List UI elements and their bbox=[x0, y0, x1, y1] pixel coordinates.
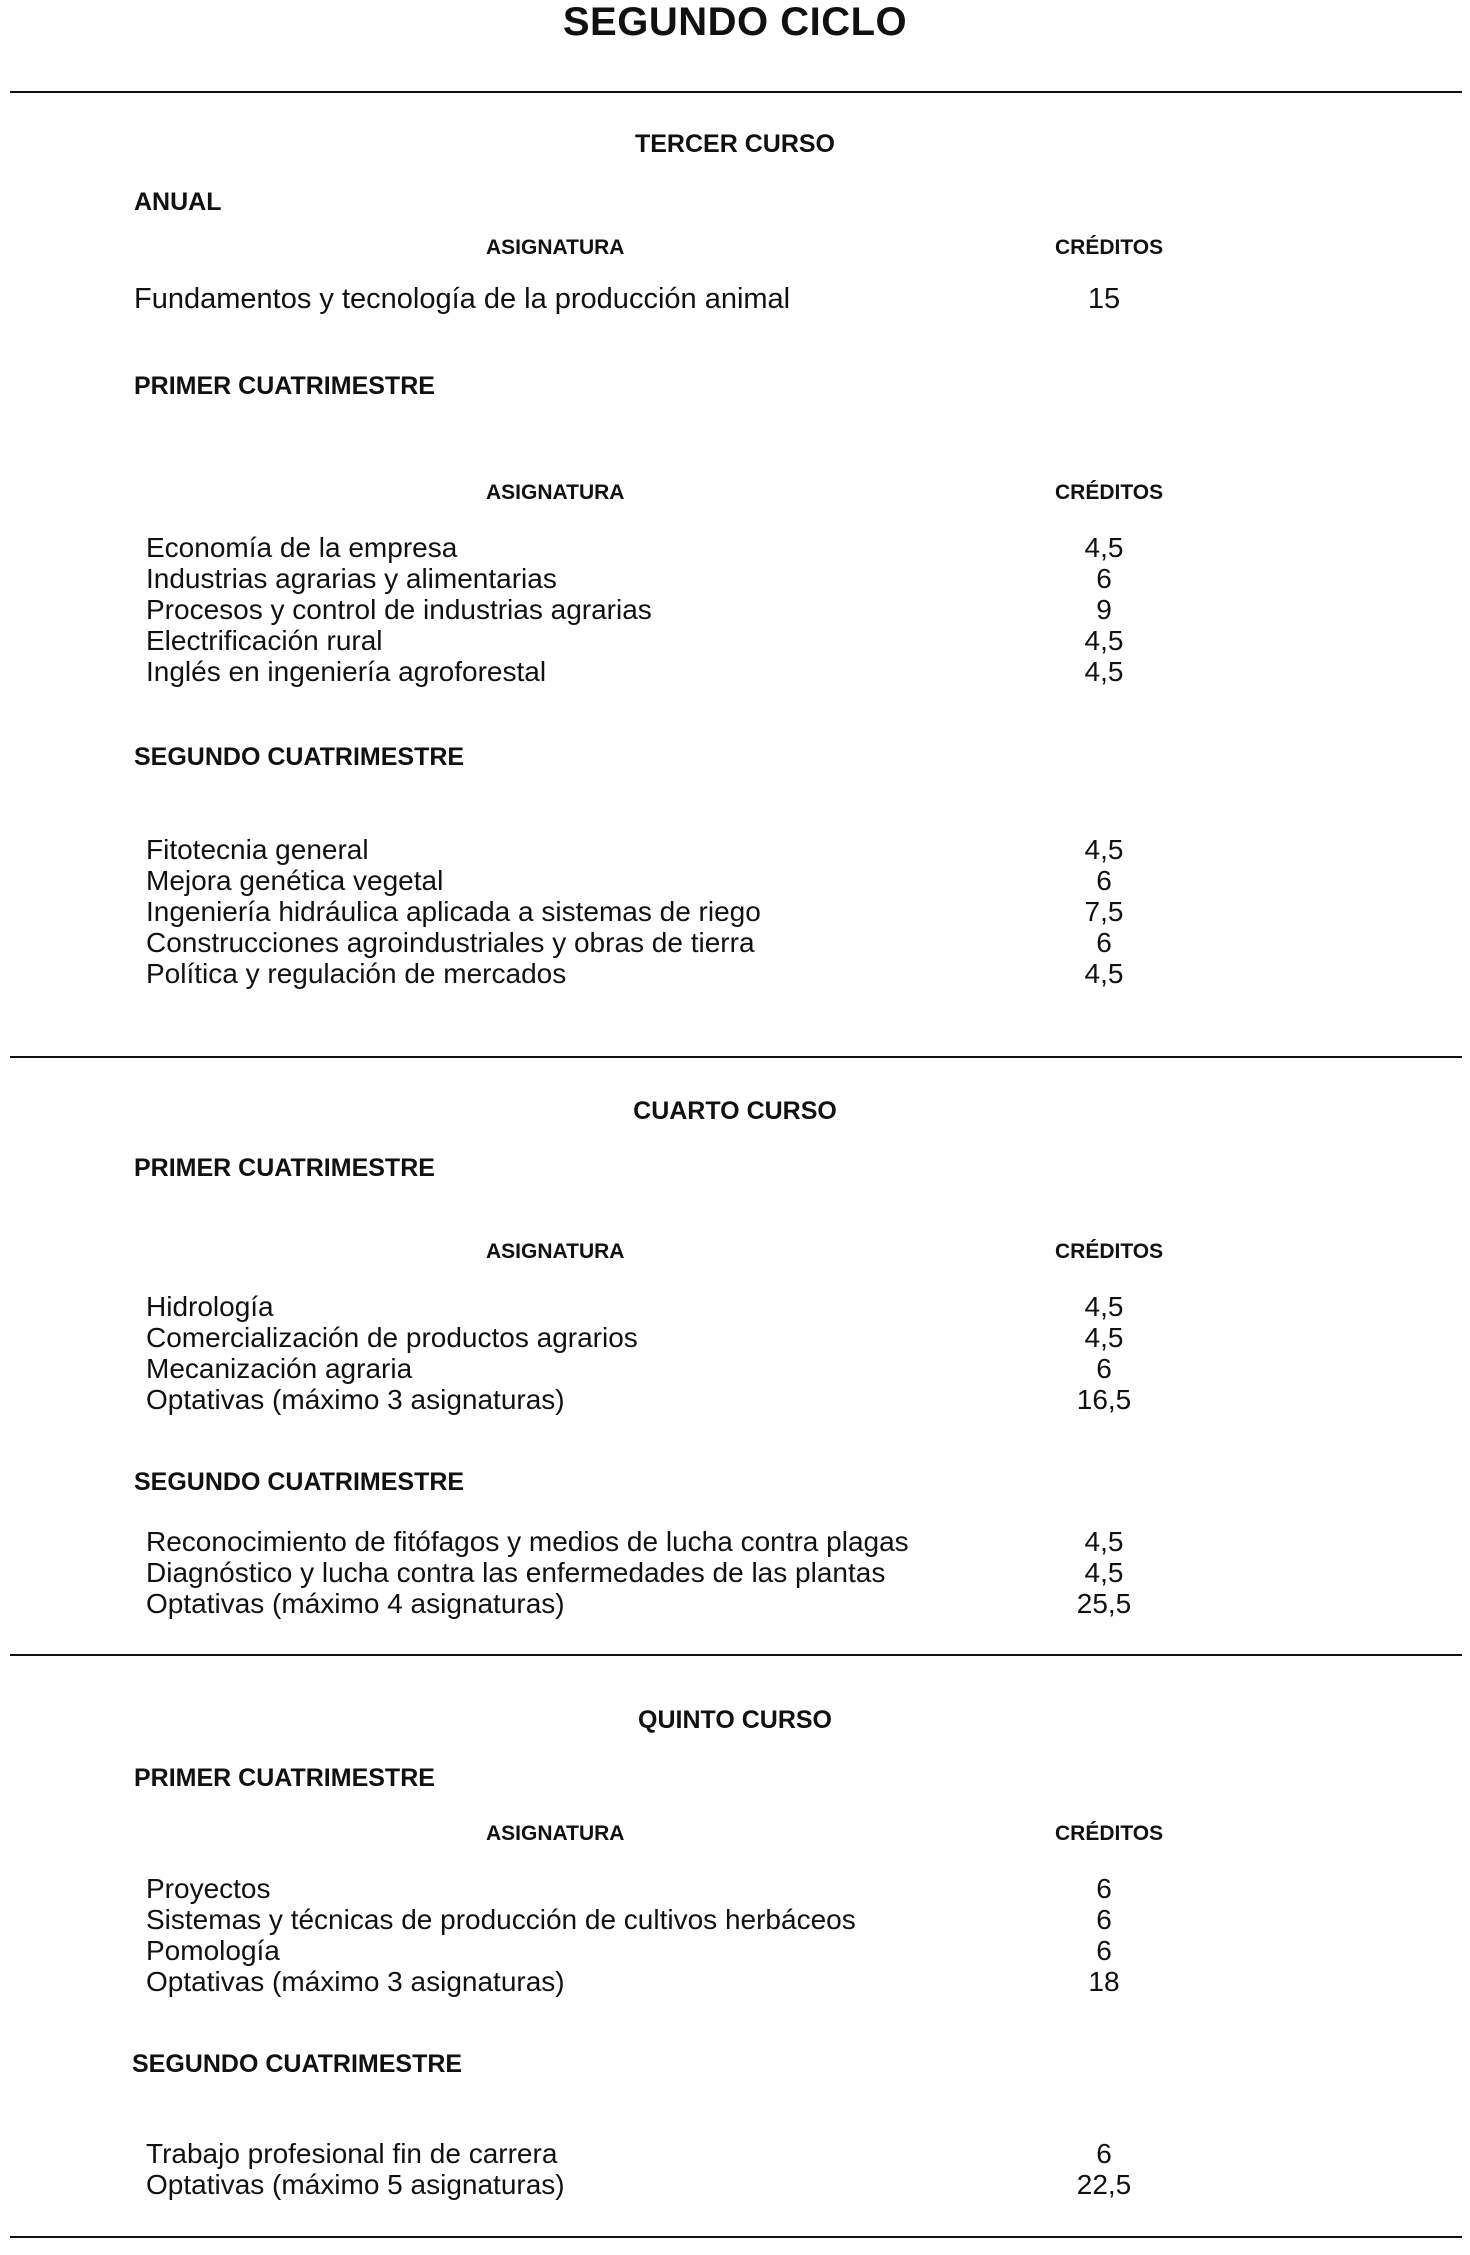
divider bbox=[10, 1056, 1462, 1058]
subject-row bbox=[146, 1935, 1146, 1966]
subject-credits: 6 bbox=[1096, 1873, 1112, 1904]
subject-row bbox=[146, 563, 1146, 594]
section-label-segundo-cuatrimestre: SEGUNDO CUATRIMESTRE bbox=[134, 1468, 465, 1496]
subject-row bbox=[146, 958, 1146, 989]
subject-credits: 6 bbox=[1096, 865, 1112, 896]
subject-credits: 7,5 bbox=[1084, 896, 1124, 927]
column-header-subject: ASIGNATURA bbox=[486, 236, 625, 259]
subject-row bbox=[146, 1384, 1146, 1415]
subject-name: Hidrología bbox=[146, 1291, 274, 1322]
subject-row bbox=[146, 1904, 1146, 1935]
subject-name: Industrias agrarias y alimentarias bbox=[146, 563, 557, 594]
subject-name: Optativas (máximo 5 asignaturas) bbox=[146, 2169, 565, 2200]
subject-name: Mejora genética vegetal bbox=[146, 865, 444, 896]
subject-name: Optativas (máximo 3 asignaturas) bbox=[146, 1966, 565, 1997]
subject-name: Electrificación rural bbox=[146, 625, 383, 656]
column-header-subject: ASIGNATURA bbox=[486, 1822, 625, 1845]
column-header-credits: CRÉDITOS bbox=[1055, 481, 1164, 504]
subject-credits: 4,5 bbox=[1084, 1322, 1124, 1353]
subject-row bbox=[146, 1322, 1146, 1353]
subject-row bbox=[146, 532, 1146, 563]
subject-name: Procesos y control de industrias agrarias bbox=[146, 594, 652, 625]
subject-row bbox=[146, 927, 1146, 958]
course-title-cuarto: CUARTO CURSO bbox=[633, 1097, 837, 1125]
column-header-subject: ASIGNATURA bbox=[486, 481, 625, 504]
subject-row bbox=[146, 2138, 1146, 2169]
course-title-tercer: TERCER CURSO bbox=[634, 130, 835, 158]
subject-name: Inglés en ingeniería agroforestal bbox=[146, 656, 547, 687]
subject-credits: 4,5 bbox=[1084, 1526, 1124, 1557]
subject-name: Pomología bbox=[146, 1935, 280, 1966]
subject-row bbox=[146, 625, 1146, 656]
subject-name: Política y regulación de mercados bbox=[146, 958, 567, 989]
subject-credits: 6 bbox=[1096, 563, 1112, 594]
subject-credits: 15 bbox=[1087, 283, 1121, 315]
subject-credits: 25,5 bbox=[1076, 1588, 1132, 1619]
column-header-credits: CRÉDITOS bbox=[1055, 1822, 1164, 1845]
subject-name: Optativas (máximo 4 asignaturas) bbox=[146, 1588, 565, 1619]
subject-row bbox=[146, 1291, 1146, 1322]
section-label-primer-cuatrimestre: PRIMER CUATRIMESTRE bbox=[134, 1764, 435, 1792]
subject-name: Trabajo profesional fin de carrera bbox=[146, 2138, 558, 2169]
subject-row bbox=[146, 896, 1146, 927]
divider bbox=[10, 2236, 1462, 2238]
subject-credits: 22,5 bbox=[1076, 2169, 1132, 2200]
subject-name: Fundamentos y tecnología de la producción animal bbox=[134, 283, 791, 315]
subject-credits: 18 bbox=[1088, 1966, 1120, 1997]
subject-row bbox=[146, 1557, 1146, 1588]
course-title-quinto: QUINTO CURSO bbox=[638, 1706, 832, 1734]
subject-credits: 4,5 bbox=[1084, 834, 1124, 865]
section-label-segundo-cuatrimestre: SEGUNDO CUATRIMESTRE bbox=[134, 743, 465, 771]
subject-row bbox=[146, 865, 1146, 896]
column-header-credits: CRÉDITOS bbox=[1055, 236, 1164, 259]
section-label-anual: ANUAL bbox=[134, 188, 222, 216]
subject-credits: 9 bbox=[1096, 594, 1112, 625]
subject-row bbox=[146, 1966, 1146, 1997]
subject-name: Diagnóstico y lucha contra las enfermedades de las plantas bbox=[146, 1557, 886, 1588]
subject-credits: 4,5 bbox=[1084, 625, 1124, 656]
subject-credits: 4,5 bbox=[1084, 656, 1124, 687]
subject-name: Comercialización de productos agrarios bbox=[146, 1322, 638, 1353]
subject-name: Ingeniería hidráulica aplicada a sistemas de riego bbox=[146, 896, 761, 927]
divider bbox=[10, 1654, 1462, 1656]
subject-row bbox=[146, 594, 1146, 625]
subject-name: Sistemas y técnicas de producción de cultivos herbáceos bbox=[146, 1904, 856, 1935]
section-label-primer-cuatrimestre: PRIMER CUATRIMESTRE bbox=[134, 1154, 435, 1182]
subject-name: Fitotecnia general bbox=[146, 834, 369, 865]
subject-name: Reconocimiento de fitófagos y medios de lucha contra plagas bbox=[146, 1526, 909, 1557]
subject-credits: 6 bbox=[1096, 1353, 1112, 1384]
subject-credits: 4,5 bbox=[1084, 958, 1124, 989]
subject-credits: 4,5 bbox=[1084, 1557, 1124, 1588]
column-header-credits: CRÉDITOS bbox=[1055, 1240, 1164, 1263]
subject-row bbox=[146, 1353, 1146, 1384]
subject-row bbox=[134, 284, 1134, 315]
subject-row bbox=[146, 2169, 1146, 2200]
subject-name: Construcciones agroindustriales y obras de tierra bbox=[146, 927, 755, 958]
subject-credits: 4,5 bbox=[1084, 1291, 1124, 1322]
subject-credits: 6 bbox=[1096, 927, 1112, 958]
subject-credits: 6 bbox=[1096, 2138, 1112, 2169]
subject-row bbox=[146, 1873, 1146, 1904]
subject-credits: 6 bbox=[1096, 1935, 1112, 1966]
subject-credits: 16,5 bbox=[1076, 1384, 1132, 1415]
page-title: SEGUNDO CICLO bbox=[562, 0, 908, 44]
subject-credits: 4,5 bbox=[1084, 532, 1124, 563]
section-label-primer-cuatrimestre: PRIMER CUATRIMESTRE bbox=[134, 372, 435, 400]
subject-row bbox=[146, 1588, 1146, 1619]
section-label-segundo-cuatrimestre: SEGUNDO CUATRIMESTRE bbox=[132, 2050, 463, 2078]
divider bbox=[10, 91, 1462, 93]
subject-name: Proyectos bbox=[146, 1873, 271, 1904]
subject-row bbox=[146, 834, 1146, 865]
subject-name: Mecanización agraria bbox=[146, 1353, 413, 1384]
subject-name: Economía de la empresa bbox=[146, 532, 458, 563]
column-header-subject: ASIGNATURA bbox=[486, 1240, 625, 1263]
subject-row bbox=[146, 656, 1146, 687]
subject-row bbox=[146, 1526, 1146, 1557]
subject-credits: 6 bbox=[1096, 1904, 1112, 1935]
subject-name: Optativas (máximo 3 asignaturas) bbox=[146, 1384, 565, 1415]
